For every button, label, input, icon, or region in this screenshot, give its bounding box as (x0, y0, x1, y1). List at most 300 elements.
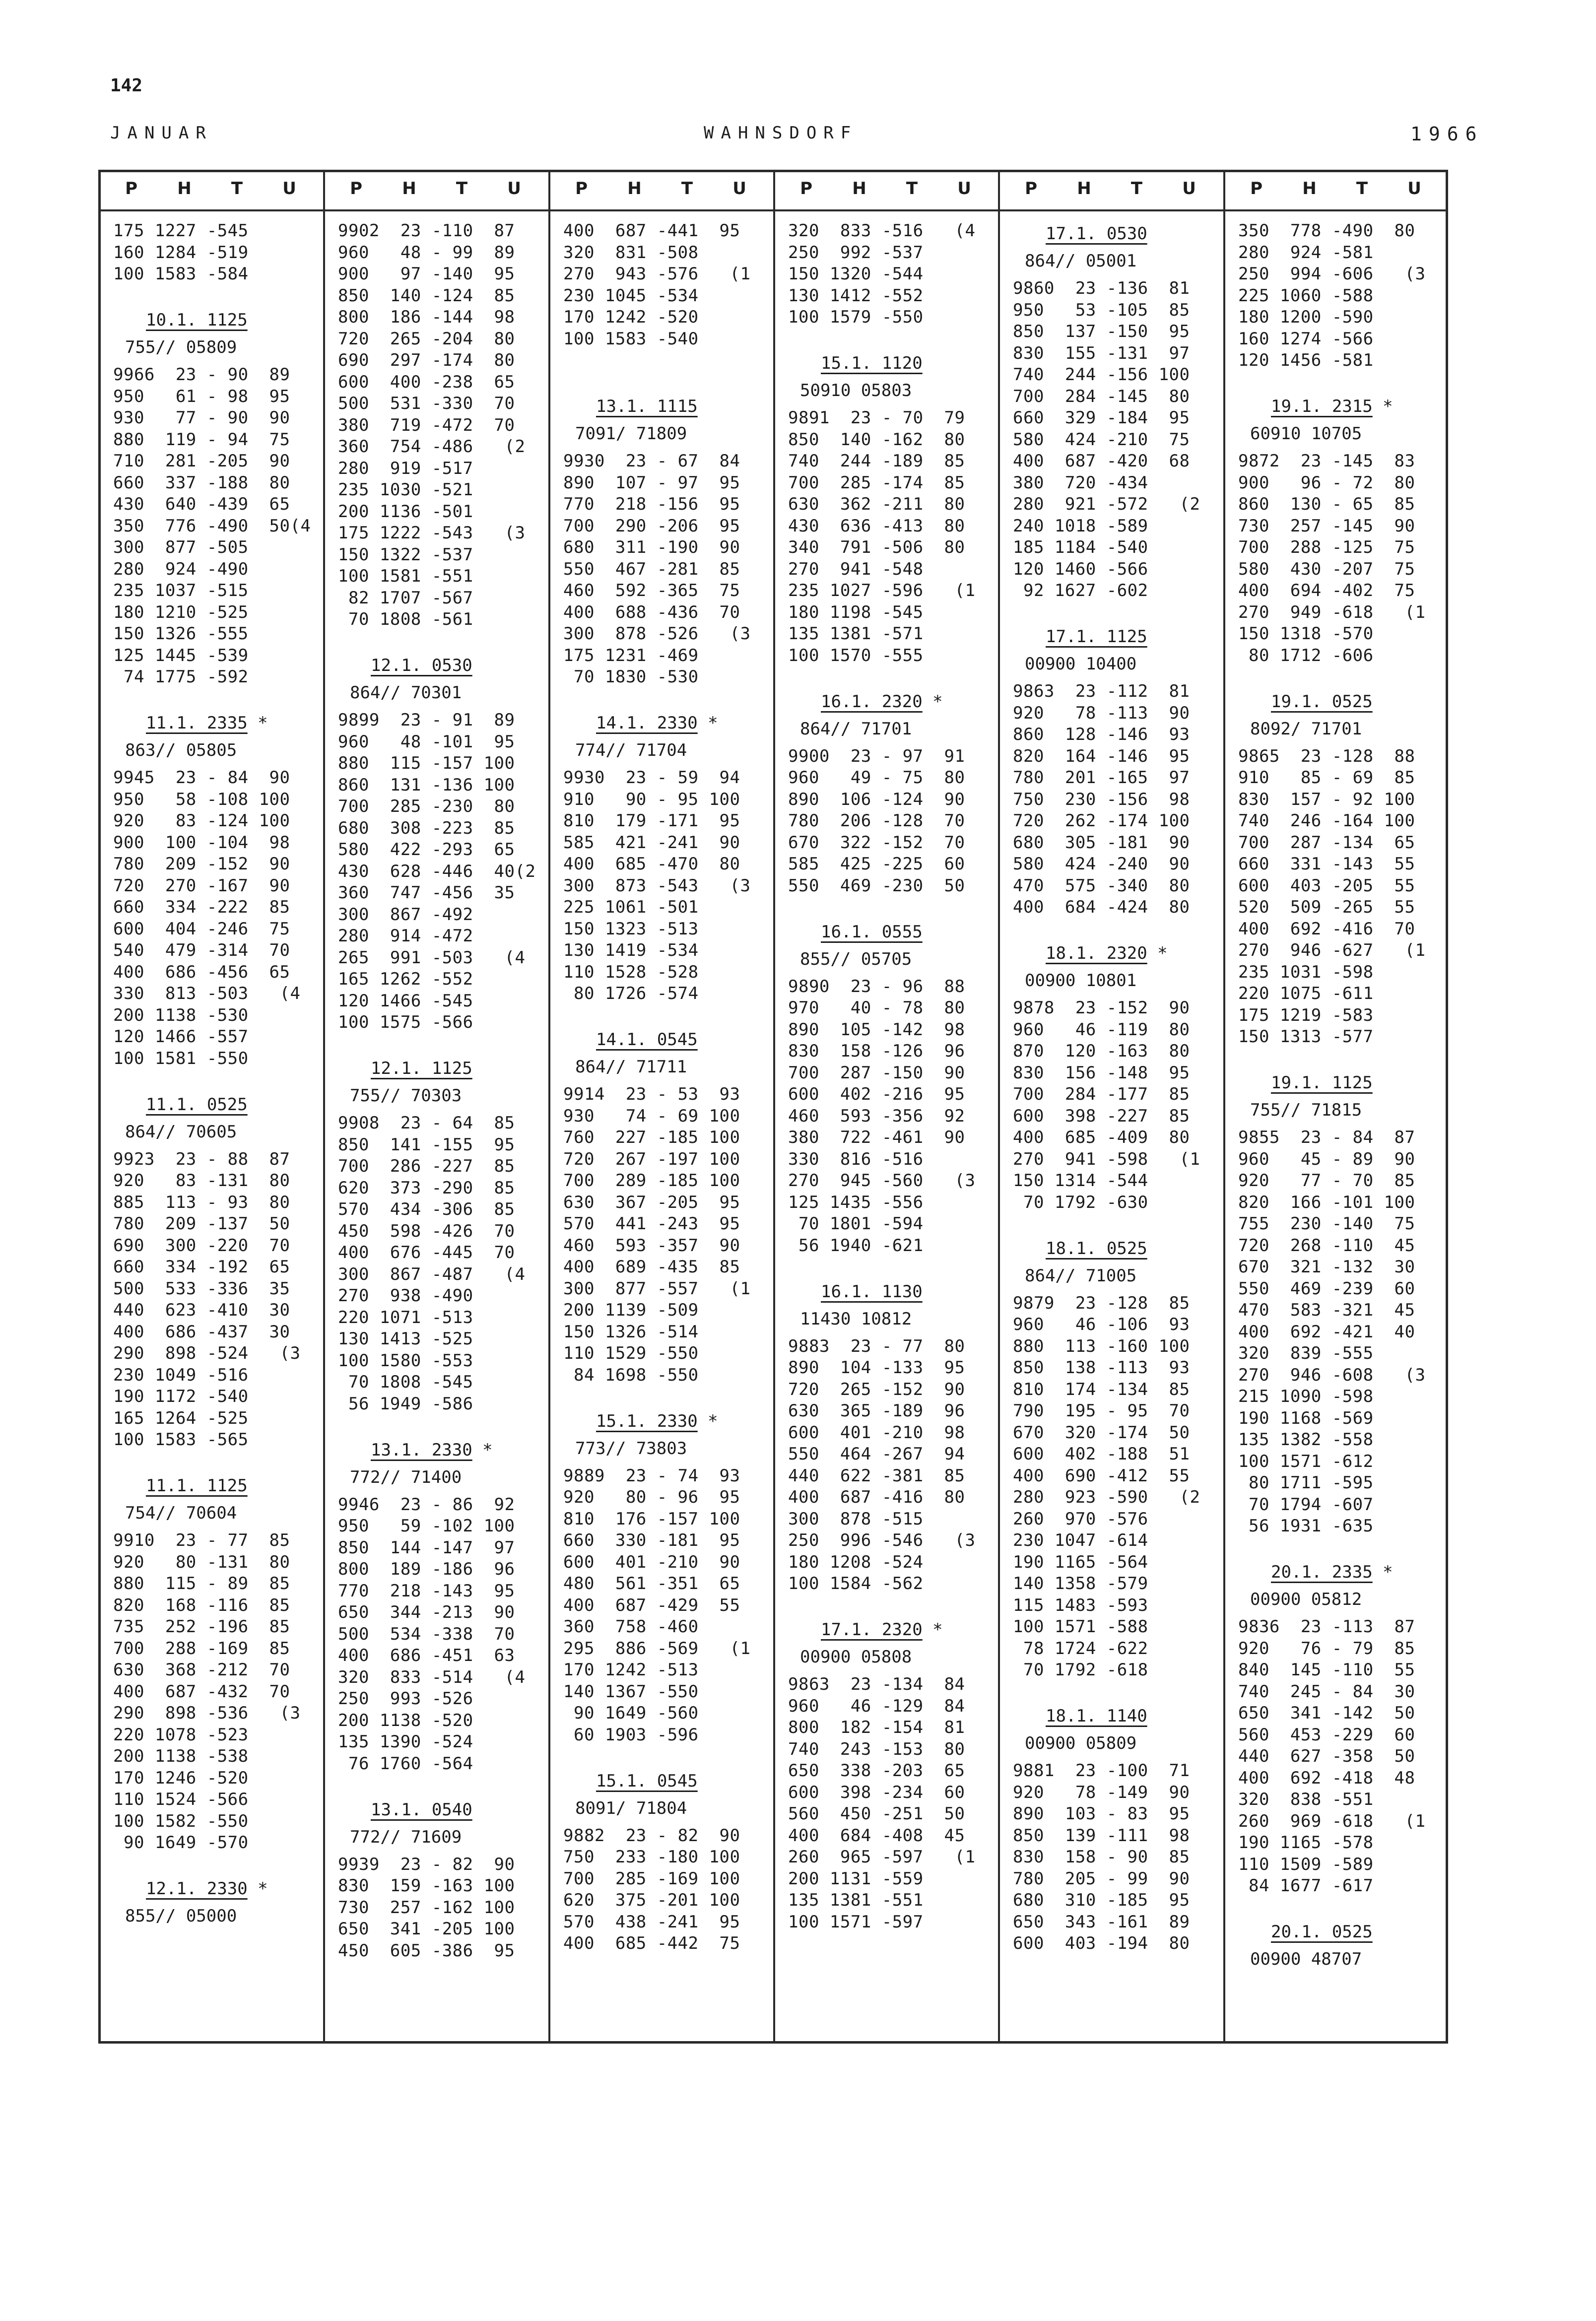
sounding-code: 864// 71005 (1025, 1265, 1137, 1286)
table-row: 100 1571 -597 (788, 1912, 924, 1932)
table-row: 700 285 -230 80 (338, 796, 515, 816)
table-row: 120 1466 -557 (113, 1027, 249, 1047)
sounding-title (563, 1408, 773, 1435)
table-row: 130 1419 -534 (563, 940, 699, 960)
table-row: 880 115 - 89 85 (113, 1574, 290, 1593)
sounding-date-time: 11.1. 1125 (146, 1476, 248, 1496)
column-header-1 (98, 175, 323, 202)
table-row: 460 593 -356 92 (788, 1106, 965, 1126)
asterisk-mark: * (1147, 943, 1168, 963)
column-header-label: H (1302, 179, 1317, 199)
table-row: 400 686 -437 30 (113, 1322, 290, 1342)
table-row: 400 687 -416 80 (788, 1487, 965, 1507)
sounding-code: 8092/ 71701 (1250, 719, 1362, 739)
sounding-date-time: 16.1. 2320 (821, 691, 923, 712)
table-row: 450 605 -386 95 (338, 1940, 515, 1961)
table-row: 9872 23 -145 83 (1238, 451, 1415, 471)
table-row: 280 919 -517 (338, 458, 473, 478)
table-row: 500 533 -336 35 (113, 1278, 290, 1299)
table-row: 215 1090 -598 (1238, 1387, 1374, 1406)
table-row: 150 1322 -537 (338, 544, 473, 565)
data-column-5 (998, 220, 1223, 2037)
column-header-label: T (231, 179, 243, 199)
table-row: 130 1412 -552 (788, 285, 924, 306)
table-row: 100 1583 -584 (113, 264, 249, 284)
sounding-title (113, 1472, 323, 1499)
table-row: 430 636 -413 80 (788, 516, 965, 536)
spacer (563, 1746, 773, 1768)
table-row: 330 813 -503 (4 (113, 984, 301, 1003)
table-row: 850 144 -147 97 (338, 1537, 515, 1558)
table-row: 430 628 -446 40(2 (338, 861, 536, 881)
table-row: 680 308 -223 85 (338, 818, 515, 838)
table-row: 400 686 -456 65 (113, 962, 290, 982)
table-row: 330 816 -516 (788, 1149, 924, 1169)
table-row: 56 1949 -586 (338, 1393, 473, 1414)
sounding-date-time: 17.1. 0530 (1046, 224, 1147, 244)
spacer (1013, 1213, 1223, 1235)
table-row: 660 334 -222 85 (113, 897, 290, 917)
table-row: 740 244 -156 100 (1013, 365, 1190, 385)
table-row: 9878 23 -152 90 (1013, 998, 1190, 1018)
table-row: 250 996 -546 (3 (788, 1530, 976, 1550)
table-row: 120 1466 -545 (338, 991, 473, 1011)
sounding-date-time: 18.1. 0525 (1046, 1238, 1147, 1259)
column-header-label: P (575, 179, 588, 199)
table-row: 230 1049 -516 (113, 1365, 249, 1385)
table-row: 620 373 -290 85 (338, 1178, 515, 1198)
table-row: 910 90 - 95 100 (563, 789, 740, 809)
table-row: 70 1792 -630 (1013, 1192, 1148, 1212)
table-row: 280 924 -581 (1238, 242, 1374, 263)
table-row: 920 83 -124 100 (113, 811, 290, 831)
column-header-label: U (732, 179, 746, 199)
table-row: 820 166 -101 100 (1238, 1192, 1415, 1212)
table-row: 400 694 -402 75 (1238, 581, 1415, 600)
sounding-code: 772// 71609 (350, 1827, 462, 1847)
sounding-title (1238, 1919, 1448, 1945)
table-row: 100 1570 -555 (788, 645, 924, 665)
table-row: 600 403 -205 55 (1238, 875, 1415, 896)
table-row: 750 230 -156 98 (1013, 789, 1190, 809)
sounding-date-time: 12.1. 2330 (146, 1879, 248, 1899)
table-row: 780 209 -152 90 (113, 854, 290, 874)
table-row: 740 246 -164 100 (1238, 811, 1415, 831)
table-row: 9889 23 - 74 93 (563, 1465, 740, 1486)
table-row: 140 1367 -550 (563, 1681, 699, 1702)
table-row: 680 311 -190 90 (563, 537, 740, 557)
table-row: 550 464 -267 94 (788, 1444, 965, 1464)
table-row: 190 1172 -540 (113, 1387, 249, 1406)
table-row: 90 1649 -570 (113, 1833, 249, 1853)
sounding-title (1238, 688, 1448, 715)
sounding-code: 00900 10400 (1025, 654, 1137, 674)
sounding-code: 774// 71704 (575, 740, 687, 760)
table-row: 140 1358 -579 (1013, 1574, 1148, 1593)
table-row: 92 1627 -602 (1013, 581, 1148, 600)
table-row: 570 441 -243 95 (563, 1214, 740, 1234)
table-row: 125 1435 -556 (788, 1192, 924, 1212)
table-row: 240 1018 -589 (1013, 516, 1148, 536)
table-row: 460 593 -357 90 (563, 1235, 740, 1256)
table-row: 600 402 -216 95 (788, 1084, 965, 1104)
table-row: 750 233 -180 100 (563, 1847, 740, 1867)
table-row: 710 281 -205 90 (113, 451, 290, 471)
table-row: 700 285 -174 85 (788, 472, 965, 493)
table-row: 110 1529 -550 (563, 1343, 699, 1363)
table-row: 200 1136 -501 (338, 501, 473, 522)
table-row: 650 344 -213 90 (338, 1602, 515, 1622)
table-row: 100 1575 -566 (338, 1012, 473, 1032)
table-row: 540 479 -314 70 (113, 940, 290, 960)
table-row: 900 97 -140 95 (338, 264, 515, 284)
sounding-code: 864// 70301 (350, 683, 462, 703)
table-row: 160 1284 -519 (113, 242, 249, 263)
table-row: 9863 23 -112 81 (1013, 681, 1190, 701)
table-row: 70 1808 -545 (338, 1372, 473, 1392)
table-row: 400 685 -470 80 (563, 854, 740, 874)
sounding-code: 864// 71711 (575, 1057, 687, 1077)
table-row: 650 341 -205 100 (338, 1919, 515, 1939)
spacer (113, 688, 323, 710)
table-row: 60 1903 -596 (563, 1724, 699, 1745)
sounding-title (788, 919, 998, 945)
table-row: 550 467 -281 85 (563, 559, 740, 579)
table-row: 250 994 -606 (3 (1238, 264, 1426, 284)
table-row: 670 320 -174 50 (1013, 1422, 1190, 1443)
table-row: 630 368 -212 70 (113, 1660, 290, 1680)
table-row: 120 1456 -581 (1238, 350, 1374, 370)
table-row: 270 938 -490 (338, 1286, 473, 1306)
table-row: 380 720 -434 (1013, 472, 1148, 493)
table-row: 810 176 -157 100 (563, 1509, 740, 1529)
table-row: 230 1047 -614 (1013, 1530, 1148, 1550)
table-row: 175 1227 -545 (113, 221, 249, 241)
sounding-date-time: 20.1. 0525 (1271, 1922, 1373, 1942)
table-row: 660 329 -184 95 (1013, 408, 1190, 428)
table-row: 780 205 - 99 90 (1013, 1868, 1190, 1889)
sounding-date-time: 13.1. 0540 (371, 1799, 472, 1820)
table-row: 700 289 -185 100 (563, 1171, 740, 1191)
table-row: 400 687 -420 68 (1013, 451, 1190, 471)
sounding-title (788, 350, 998, 377)
table-row: 550 469 -230 50 (788, 875, 965, 896)
sounding-title (1013, 1703, 1223, 1729)
sounding-date-time: 16.1. 1130 (821, 1281, 923, 1302)
table-row: 690 297 -174 80 (338, 350, 515, 370)
table-row: 735 252 -196 85 (113, 1617, 290, 1637)
table-row: 720 268 -110 45 (1238, 1235, 1415, 1256)
table-row: 270 941 -598 (1 (1013, 1149, 1200, 1169)
spacer (788, 666, 998, 688)
sounding-date-time: 19.1. 0525 (1271, 691, 1373, 712)
column-header-label: P (125, 179, 138, 199)
table-row: 9881 23 -100 71 (1013, 1761, 1190, 1781)
sounding-code: 773// 73803 (575, 1438, 687, 1459)
spacer (1238, 666, 1448, 688)
table-row: 9939 23 - 82 90 (338, 1854, 515, 1874)
table-row: 165 1264 -525 (113, 1408, 249, 1428)
sounding-code: 00900 48707 (1250, 1949, 1362, 1969)
spacer (113, 285, 323, 307)
table-row: 400 684 -408 45 (788, 1825, 965, 1846)
table-row: 970 40 - 78 80 (788, 998, 965, 1018)
table-row: 920 80 -131 80 (113, 1552, 290, 1572)
sounding-date-time: 18.1. 2320 (1046, 943, 1147, 963)
column-header-label: H (1077, 179, 1091, 199)
sounding-date-time: 20.1. 2335 (1271, 1562, 1373, 1582)
table-row: 860 131 -136 100 (338, 775, 515, 795)
table-row: 500 531 -330 70 (338, 394, 515, 413)
table-row: 320 833 -514 (4 (338, 1667, 526, 1687)
table-row: 190 1165 -564 (1013, 1552, 1148, 1572)
table-row: 190 1168 -569 (1238, 1408, 1374, 1428)
table-row: 9882 23 - 82 90 (563, 1825, 740, 1846)
table-row: 360 758 -460 (563, 1617, 699, 1637)
table-row: 56 1931 -635 (1238, 1516, 1374, 1536)
table-row: 150 1326 -555 (113, 624, 249, 644)
data-column-4 (773, 220, 998, 2037)
spacer (113, 1854, 323, 1876)
table-row: 680 310 -185 95 (1013, 1890, 1190, 1910)
table-row: 400 684 -424 80 (1013, 897, 1190, 917)
sounding-date-time: 19.1. 1125 (1271, 1073, 1373, 1093)
sounding-title (113, 710, 323, 736)
table-row: 630 362 -211 80 (788, 494, 965, 514)
table-row: 620 375 -201 100 (563, 1890, 740, 1910)
table-row: 56 1940 -621 (788, 1235, 924, 1256)
sounding-date-time: 10.1. 1125 (146, 310, 248, 330)
table-row: 810 179 -171 95 (563, 811, 740, 831)
sounding-code: 755// 71815 (1250, 1100, 1362, 1120)
page-number: 142 (110, 75, 143, 96)
table-row: 110 1524 -566 (113, 1790, 249, 1809)
table-row: 730 257 -145 90 (1238, 516, 1415, 536)
table-row: 70 1801 -594 (788, 1214, 924, 1234)
column-header-label: H (627, 179, 642, 199)
sounding-title (1013, 623, 1223, 650)
spacer (1013, 602, 1223, 624)
table-row: 880 113 -160 100 (1013, 1336, 1190, 1356)
sounding-date-time: 16.1. 0555 (821, 922, 923, 942)
table-row: 235 1037 -515 (113, 581, 249, 600)
table-row: 9879 23 -128 85 (1013, 1293, 1190, 1313)
table-row: 470 575 -340 80 (1013, 875, 1190, 896)
table-row: 960 49 - 75 80 (788, 768, 965, 788)
sounding-title (788, 688, 998, 715)
table-row: 950 58 -108 100 (113, 789, 290, 809)
sounding-date-time: 12.1. 0530 (371, 656, 472, 675)
table-row: 270 945 -560 (3 (788, 1171, 976, 1191)
table-row: 200 1131 -559 (788, 1868, 924, 1889)
table-row: 570 434 -306 85 (338, 1199, 515, 1219)
table-row: 680 305 -181 90 (1013, 832, 1190, 853)
sounding-title (563, 710, 773, 736)
column-header-label: P (800, 179, 813, 199)
sounding-title (788, 1278, 998, 1305)
table-row: 320 839 -555 (1238, 1343, 1374, 1363)
table-row: 760 227 -185 100 (563, 1127, 740, 1147)
table-row: 830 158 - 90 85 (1013, 1847, 1190, 1867)
table-row: 430 640 -439 65 (113, 494, 290, 514)
column-header-6 (1223, 175, 1448, 202)
asterisk-mark: * (1372, 1562, 1393, 1582)
table-row: 320 831 -508 (563, 242, 699, 263)
table-row: 580 430 -207 75 (1238, 559, 1415, 579)
sounding-title (788, 1616, 998, 1643)
column-header-label: U (1182, 179, 1196, 199)
sounding-code: 864// 70605 (125, 1122, 237, 1142)
sounding-code: 864// 71701 (800, 719, 912, 739)
table-row: 570 438 -241 95 (563, 1912, 740, 1932)
table-row: 930 77 - 90 90 (113, 408, 290, 428)
table-row: 850 140 -124 85 (338, 285, 515, 306)
table-row: 720 262 -174 100 (1013, 811, 1190, 831)
table-row: 150 1323 -513 (563, 919, 699, 939)
table-row: 100 1580 -553 (338, 1350, 473, 1371)
table-row: 320 838 -551 (1238, 1790, 1374, 1809)
sounding-date-time: 19.1. 2315 (1271, 397, 1373, 416)
table-row: 9945 23 - 84 90 (113, 768, 290, 788)
table-row: 650 338 -203 65 (788, 1761, 965, 1781)
table-row: 260 969 -618 (1 (1238, 1811, 1426, 1831)
table-row: 9891 23 - 70 79 (788, 408, 965, 428)
table-row: 135 1390 -524 (338, 1732, 473, 1752)
table-row: 720 265 -204 80 (338, 329, 515, 349)
table-row: 9863 23 -134 84 (788, 1674, 965, 1694)
table-row: 115 1483 -593 (1013, 1595, 1148, 1615)
sounding-code: 00900 05812 (1250, 1590, 1362, 1609)
table-row: 400 687 -441 95 (563, 221, 740, 241)
year-heading: 1966 (1410, 123, 1484, 145)
month-heading: JANUAR (110, 123, 213, 143)
table-row: 880 119 - 94 75 (113, 429, 290, 450)
table-row: 500 534 -338 70 (338, 1624, 515, 1644)
sounding-date-time: 15.1. 1120 (821, 353, 923, 373)
table-row: 235 1031 -598 (1238, 962, 1374, 982)
table-row: 700 284 -177 85 (1013, 1084, 1190, 1104)
table-row: 170 1246 -520 (113, 1768, 249, 1788)
data-column-2 (323, 220, 548, 2037)
column-header-label: U (957, 179, 971, 199)
table-row: 340 791 -506 80 (788, 537, 965, 557)
table-row: 130 1413 -525 (338, 1329, 473, 1349)
table-row: 9914 23 - 53 93 (563, 1084, 740, 1104)
table-row: 920 83 -131 80 (113, 1171, 290, 1191)
table-row: 400 690 -412 55 (1013, 1465, 1190, 1486)
spacer (1238, 372, 1448, 394)
table-row: 860 130 - 65 85 (1238, 494, 1415, 514)
table-row: 400 692 -418 48 (1238, 1768, 1415, 1788)
sounding-title (1238, 1559, 1448, 1586)
table-row: 100 1583 -565 (113, 1430, 249, 1450)
table-row: 800 186 -144 98 (338, 307, 515, 327)
table-row: 9883 23 - 77 80 (788, 1336, 965, 1356)
table-row: 250 992 -537 (788, 242, 924, 263)
table-row: 295 886 -569 (1 (563, 1638, 751, 1658)
table-row: 470 583 -321 45 (1238, 1300, 1415, 1320)
table-row: 730 257 -162 100 (338, 1897, 515, 1918)
station-heading: WAHNSDORF (704, 123, 858, 143)
table-row: 830 159 -163 100 (338, 1876, 515, 1896)
table-row: 900 100 -104 98 (113, 832, 290, 853)
table-row: 175 1231 -469 (563, 645, 699, 665)
table-row: 100 1583 -540 (563, 329, 699, 349)
table-row: 225 1061 -501 (563, 897, 699, 917)
table-row: 960 48 -101 95 (338, 731, 515, 752)
table-row: 70 1808 -561 (338, 609, 473, 629)
table-row: 600 404 -246 75 (113, 919, 290, 939)
table-row: 84 1677 -617 (1238, 1876, 1374, 1896)
table-row: 180 1200 -590 (1238, 307, 1374, 327)
table-row: 350 776 -490 50(4 (113, 516, 311, 536)
sounding-code: 50910 05803 (800, 381, 912, 400)
table-row: 9908 23 - 64 85 (338, 1113, 515, 1133)
sounding-date-time: 11.1. 2335 (146, 713, 248, 733)
table-row: 160 1274 -566 (1238, 329, 1374, 349)
asterisk-mark: * (697, 1411, 718, 1431)
table-row: 78 1724 -622 (1013, 1638, 1148, 1658)
table-row: 150 1313 -577 (1238, 1027, 1374, 1047)
table-row: 820 164 -146 95 (1013, 746, 1190, 766)
sounding-title (113, 307, 323, 333)
table-row: 100 1581 -551 (338, 566, 473, 586)
spacer (1238, 1537, 1448, 1559)
table-row: 300 878 -526 (3 (563, 624, 751, 644)
table-row: 70 1794 -607 (1238, 1494, 1374, 1515)
sounding-code: 754// 70604 (125, 1503, 237, 1523)
table-row: 440 622 -381 85 (788, 1465, 965, 1486)
table-row: 100 1579 -550 (788, 307, 924, 327)
table-row: 600 400 -238 65 (338, 372, 515, 392)
sounding-title (113, 1091, 323, 1118)
asterisk-mark: * (247, 1879, 268, 1899)
table-row: 960 45 - 89 90 (1238, 1149, 1415, 1169)
table-row: 9899 23 - 91 89 (338, 710, 515, 730)
table-row: 630 365 -189 96 (788, 1401, 965, 1421)
table-row: 950 53 -105 85 (1013, 300, 1190, 320)
table-row: 400 685 -442 75 (563, 1933, 740, 1953)
table-row: 780 201 -165 97 (1013, 768, 1190, 788)
table-row: 280 924 -490 (113, 559, 249, 579)
table-row: 290 898 -536 (3 (113, 1703, 301, 1723)
table-row: 740 245 - 84 30 (1238, 1681, 1415, 1702)
table-row: 90 1649 -560 (563, 1703, 699, 1723)
column-header-2 (323, 175, 548, 202)
table-row: 740 244 -189 85 (788, 451, 965, 471)
table-row: 9902 23 -110 87 (338, 221, 515, 241)
table-row: 585 421 -241 90 (563, 832, 740, 853)
sounding-title (338, 1796, 548, 1823)
table-row: 580 422 -293 65 (338, 840, 515, 860)
sounding-title (338, 652, 548, 679)
sounding-date-time: 17.1. 1125 (1046, 627, 1147, 647)
column-header-label: P (1250, 179, 1263, 199)
spacer (563, 372, 773, 394)
column-header-label: H (402, 179, 416, 199)
sounding-title (1238, 393, 1448, 420)
table-row: 300 877 -505 (113, 537, 249, 557)
table-row: 120 1460 -566 (1013, 559, 1148, 579)
sounding-date-time: 15.1. 0545 (596, 1771, 698, 1791)
table-row: 220 1075 -611 (1238, 984, 1374, 1003)
table-row: 400 687 -429 55 (563, 1595, 740, 1615)
table-row: 150 1326 -514 (563, 1322, 699, 1342)
column-header-label: H (177, 179, 192, 199)
table-row: 920 77 - 70 85 (1238, 1171, 1415, 1191)
table-row: 550 469 -239 60 (1238, 1278, 1415, 1299)
table-row: 790 195 - 95 70 (1013, 1401, 1190, 1421)
